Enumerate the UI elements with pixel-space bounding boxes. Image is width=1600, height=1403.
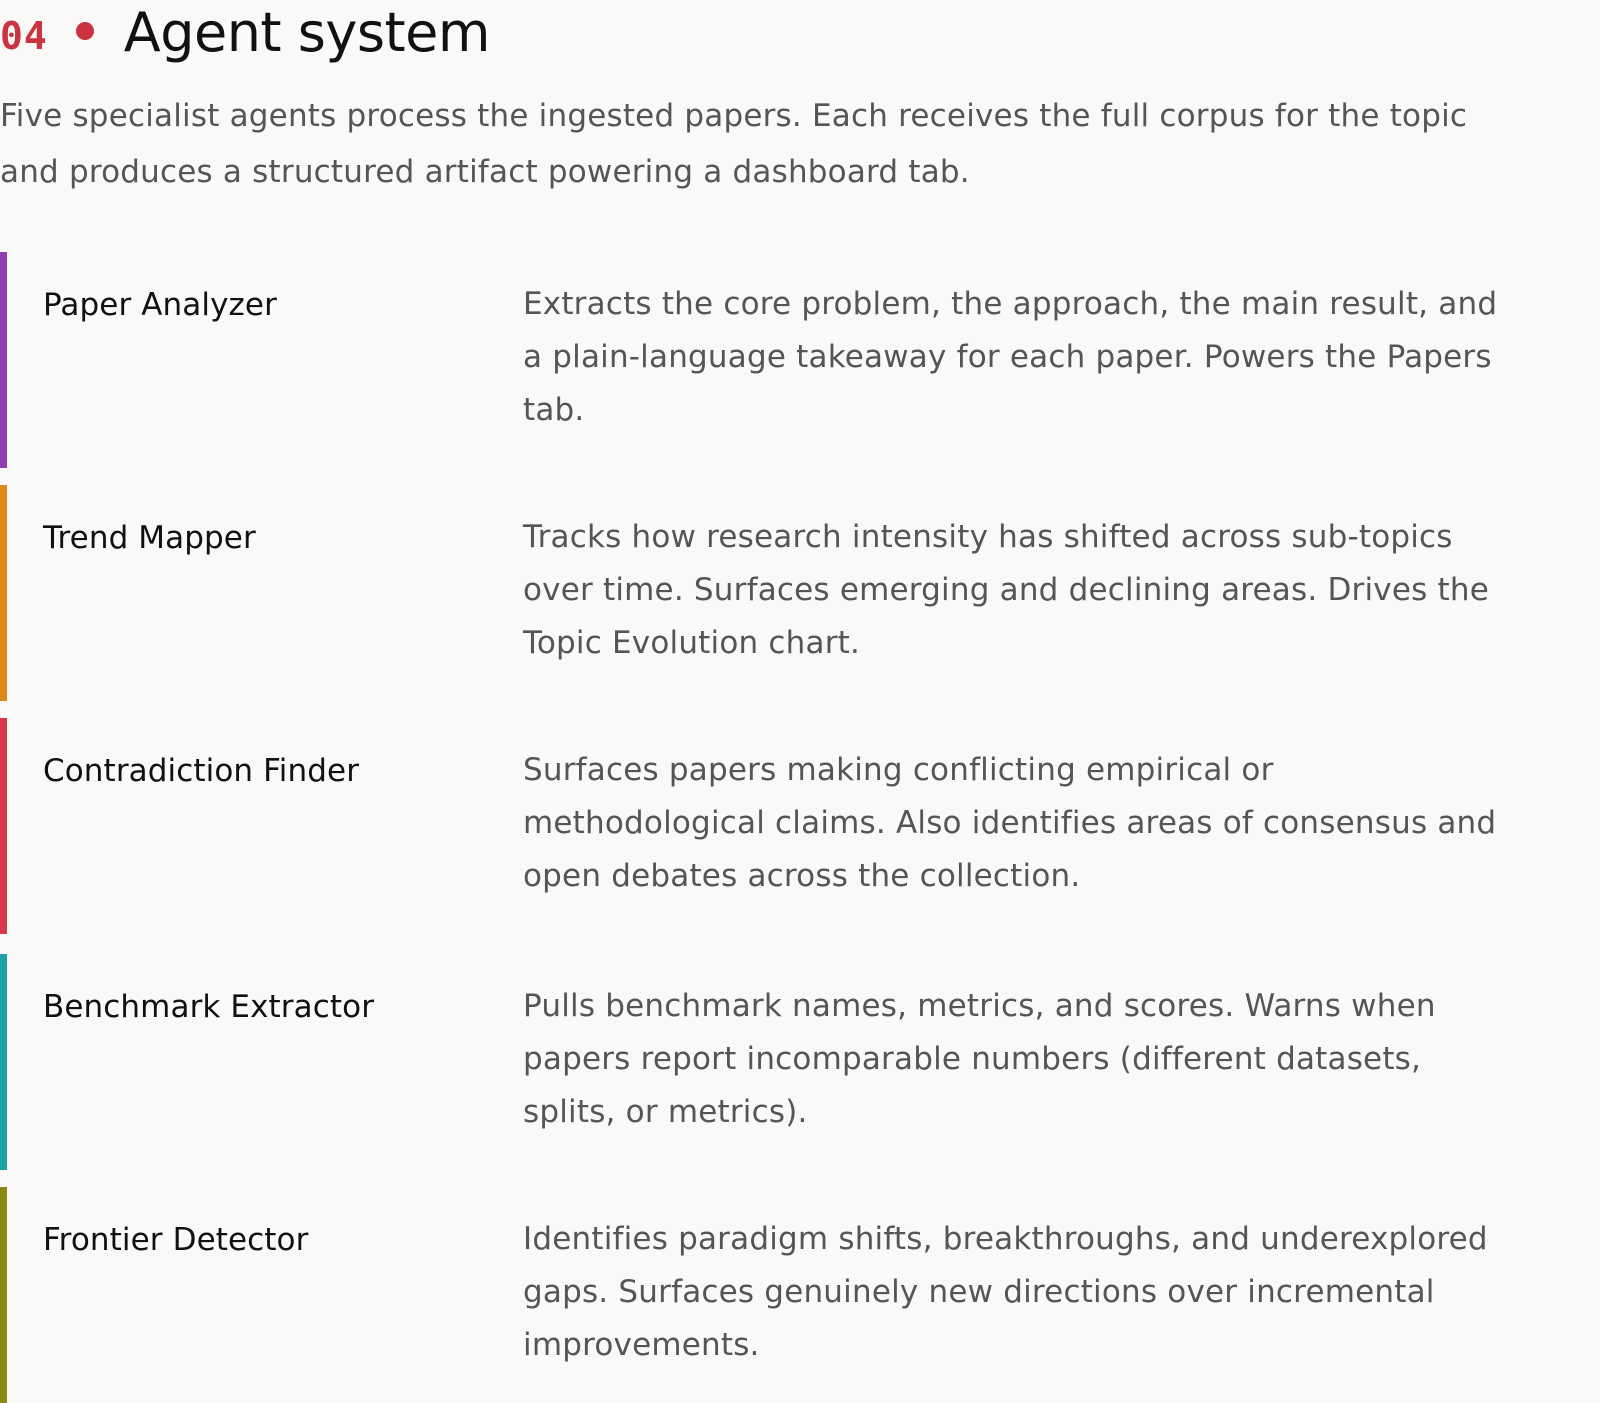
agent-card-contradiction-finder	[0, 718, 1520, 934]
agent-color-bar	[0, 485, 7, 701]
agent-color-bar	[0, 954, 7, 1170]
section-header	[0, 0, 490, 64]
agent-description: Surfaces papers making conflicting empirical or methodological claims. Also identifies areas of consensus and open debates across the collection.	[523, 752, 1497, 894]
agent-name: Benchmark Extractor	[43, 989, 375, 1025]
agent-color-bar	[0, 718, 7, 934]
agent-description: Extracts the core problem, the approach, the main result, and a plain-language takeaway for each paper. Powers the Papers tab.	[523, 286, 1498, 428]
agent-name: Contradiction Finder	[43, 753, 360, 789]
agent-card-paper-analyzer	[0, 252, 1520, 468]
agent-description: Pulls benchmark names, metrics, and scores. Warns when papers report incomparable numbers (different datasets, splits, or metrics).	[523, 988, 1436, 1130]
agent-name: Trend Mapper	[43, 520, 256, 556]
agent-card-frontier-detector	[0, 1187, 1520, 1403]
agent-color-bar	[0, 252, 7, 468]
section-number: 04	[0, 14, 48, 58]
agent-card-benchmark-extractor	[0, 954, 1520, 1170]
agent-name: Frontier Detector	[43, 1222, 309, 1258]
agent-description: Identifies paradigm shifts, breakthroughs, and underexplored gaps. Surfaces genuinely new directions over incremental improvements.	[523, 1221, 1488, 1363]
bullet-dot-icon	[76, 22, 94, 40]
agent-description: Tracks how research intensity has shifted across sub-topics over time. Surfaces emerging and declining areas. Drives the Topic Evolution chart.	[523, 519, 1489, 661]
section-intro: Five specialist agents process the ingested papers. Each receives the full corpus for the topic and produces a structured artifact powering a dashboard tab.	[0, 98, 1468, 190]
agent-card-trend-mapper	[0, 485, 1520, 701]
section-title: Agent system	[123, 0, 490, 64]
agent-name: Paper Analyzer	[43, 287, 277, 323]
agent-color-bar	[0, 1187, 7, 1403]
